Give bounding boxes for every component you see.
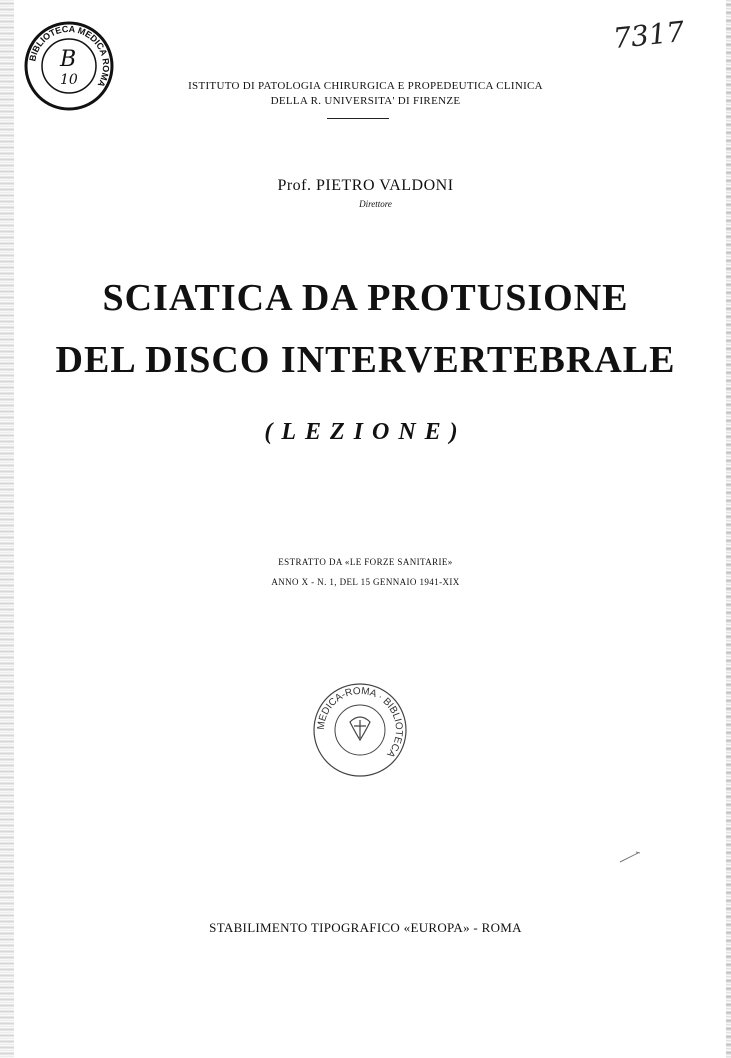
emblem-icon	[350, 717, 370, 740]
scanned-left-edge	[0, 0, 14, 1058]
extract-line-1: ESTRATTO DA «LE FORZE SANITARIE»	[278, 557, 453, 567]
institute-line-1: ISTITUTO DI PATOLOGIA CHIRURGICA E PROPEDEUTICA CLINICA	[188, 80, 543, 92]
institute-line-2: DELLA R. UNIVERSITA' DI FIRENZE	[270, 95, 461, 107]
library-stamp-center	[310, 680, 410, 785]
author-role: Direttore	[359, 199, 392, 209]
handwritten-note: 7317	[611, 14, 686, 56]
printer-imprint: STABILIMENTO TIPOGRAFICO «EUROPA» - ROMA	[209, 920, 522, 935]
stamp-shelfmark: B	[60, 47, 77, 72]
extract-line-2: ANNO X - N. 1, DEL 15 GENNAIO 1941-XIX	[271, 577, 460, 587]
pencil-mark	[618, 850, 642, 869]
stamp-center-ring-text: MEDICA-ROMA · BIBLIOTECA	[315, 685, 405, 760]
author-name: Prof. PIETRO VALDONI	[277, 177, 454, 194]
scanned-right-edge	[726, 0, 731, 1058]
stamp-ring-text: BIBLIOTECA MEDICA ROMA	[27, 23, 112, 89]
subtitle: (LEZIONE)	[264, 419, 467, 445]
stamp-number: 10	[60, 72, 78, 88]
title-line-2: DEL DISCO INTERVERTEBRALE	[55, 339, 676, 381]
title-line-1: SCIATICA DA PROTUSIONE	[102, 277, 629, 319]
divider-rule	[327, 118, 389, 119]
